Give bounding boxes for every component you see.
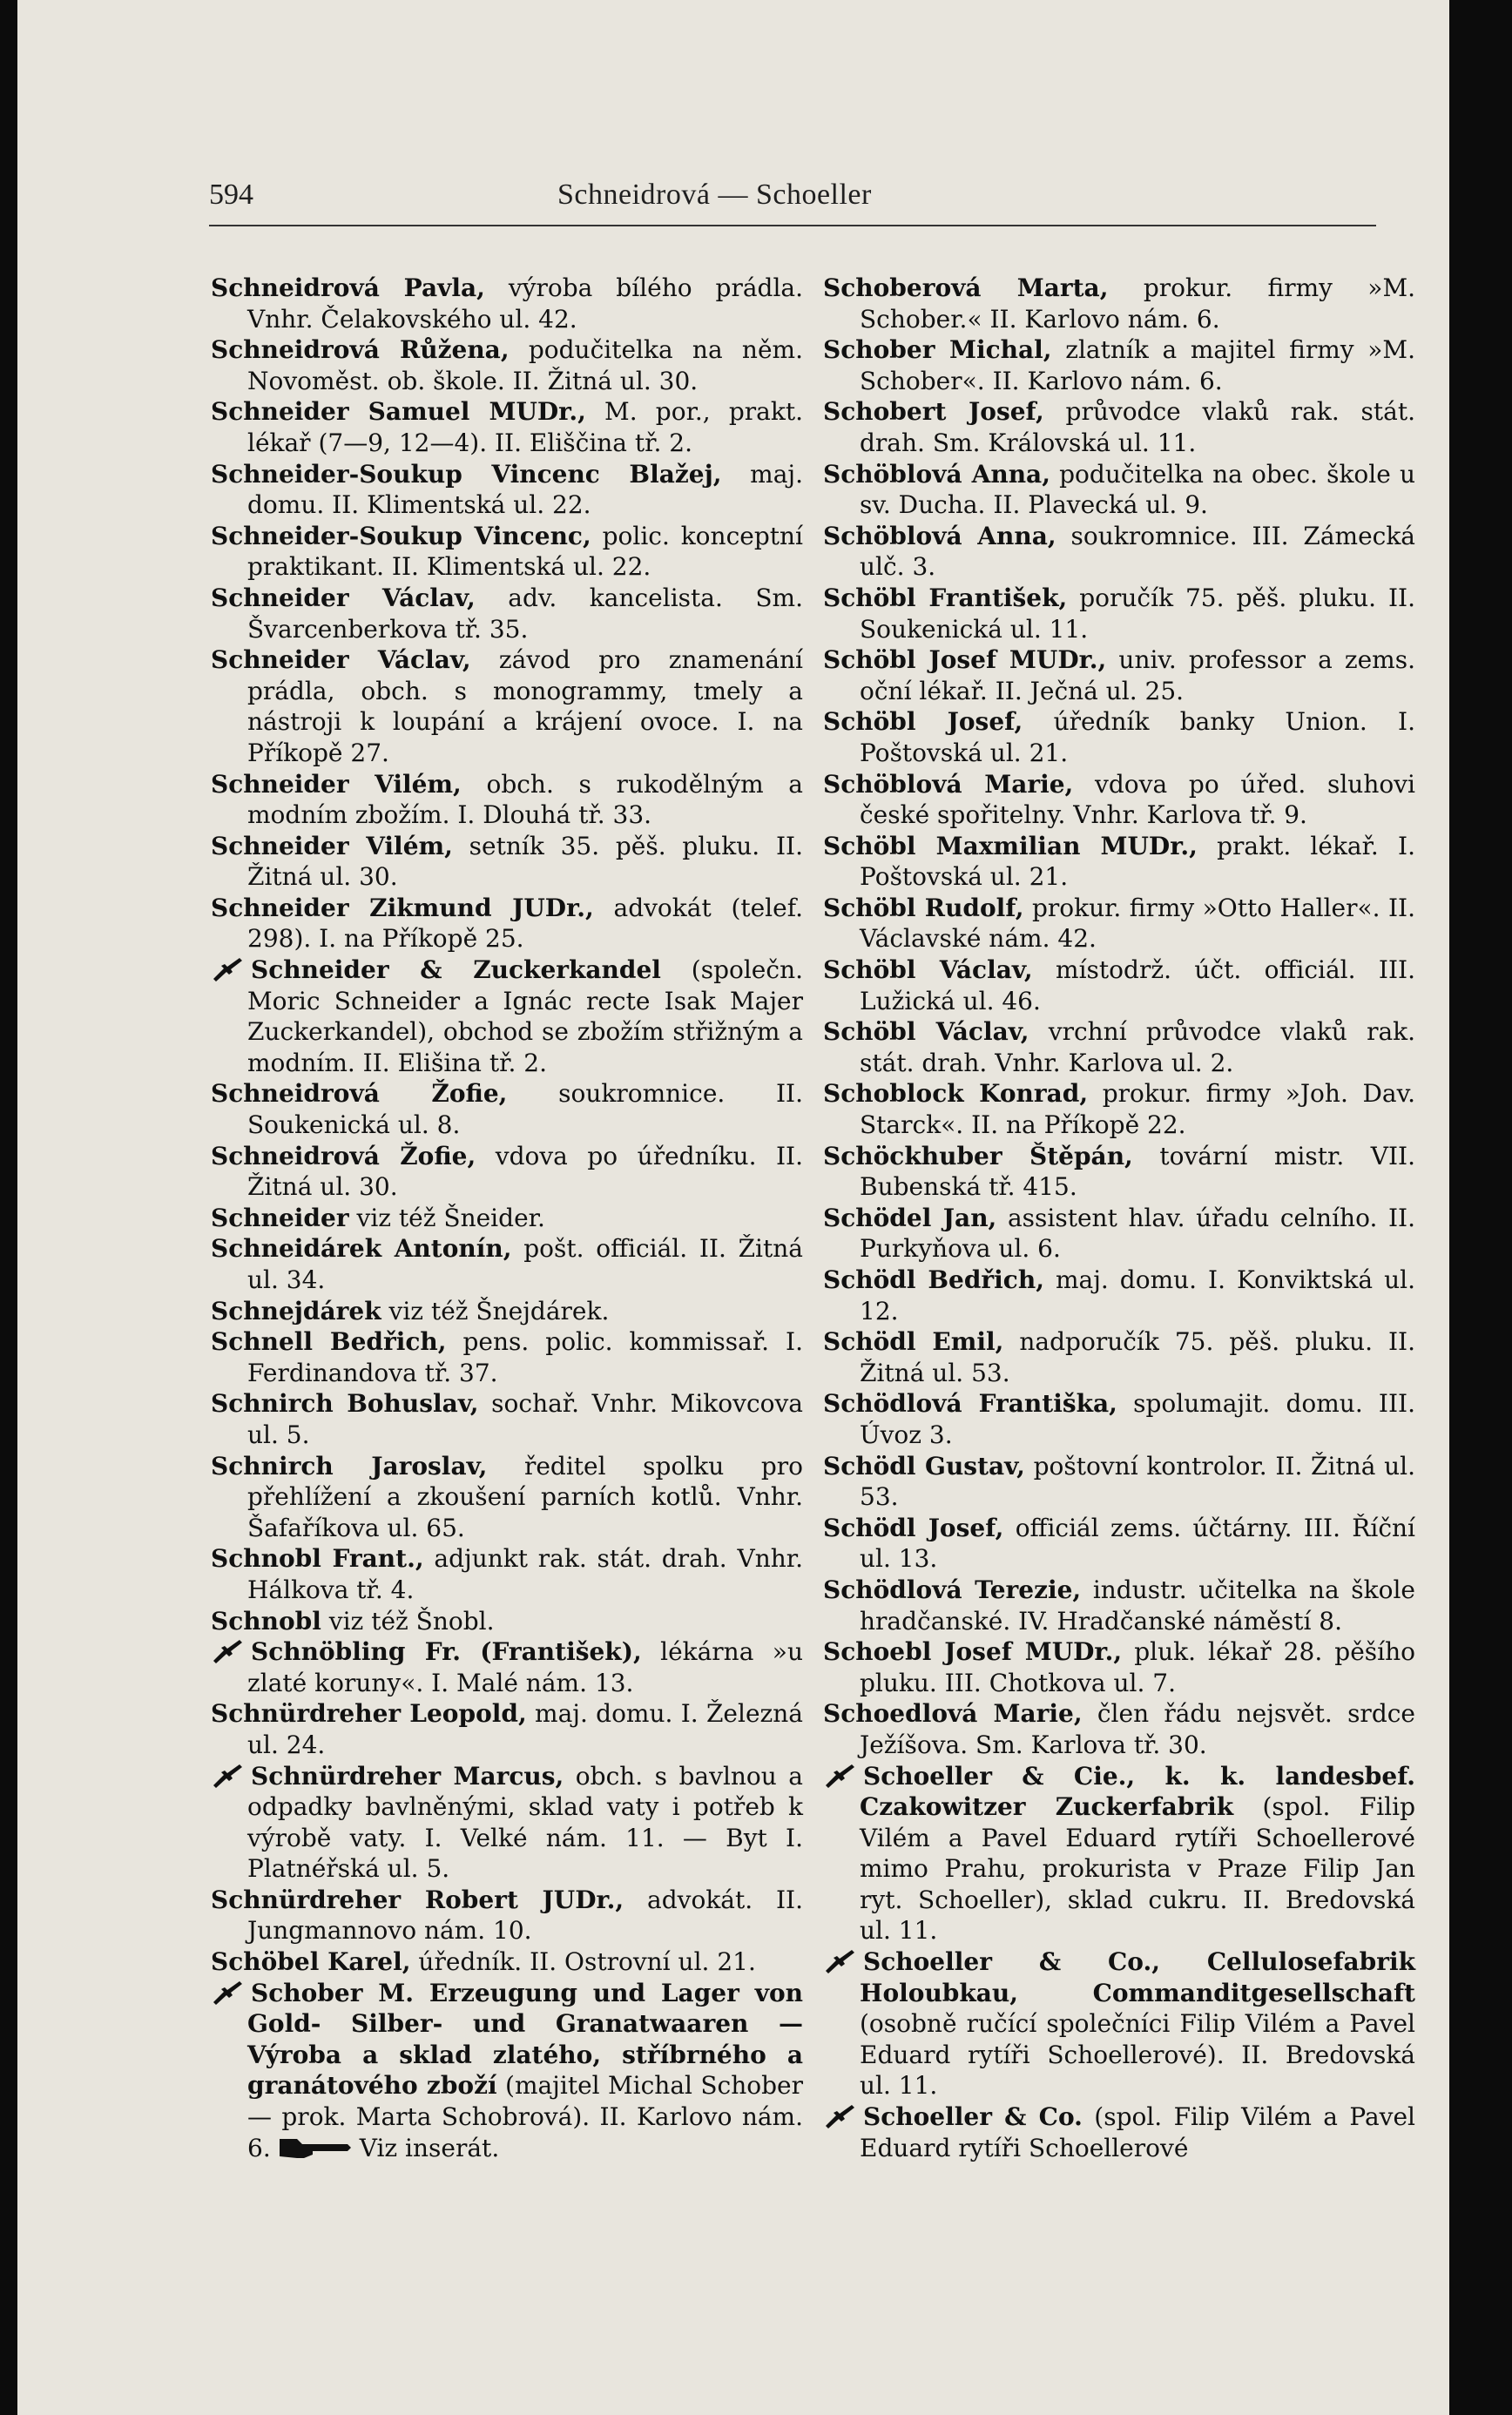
entry-details: advokát. II. Jungmannovo nám. 10. bbox=[247, 1885, 803, 1946]
directory-entry bbox=[211, 1543, 803, 1605]
directory-entry bbox=[823, 893, 1415, 955]
entry-details: advokát (telef. 298). I. na Příkopě 25. bbox=[247, 893, 803, 954]
pointing-hand-icon bbox=[823, 2102, 858, 2128]
entry-name: Schoebl Josef MUDr., bbox=[823, 1637, 1123, 1667]
page-number: 594 bbox=[209, 179, 253, 211]
directory-entry bbox=[823, 644, 1415, 706]
entry-name: Schober Michal, bbox=[823, 335, 1052, 365]
pointing-hand-icon bbox=[211, 1979, 246, 2005]
directory-entry bbox=[211, 1946, 803, 1978]
directory-entry bbox=[211, 1078, 803, 1140]
directory-entry bbox=[211, 831, 803, 893]
entry-name: Schnirch Jaroslav, bbox=[211, 1451, 488, 1481]
directory-entry bbox=[211, 1388, 803, 1450]
directory-entry bbox=[211, 1698, 803, 1760]
directory-entry bbox=[211, 396, 803, 458]
entry-name: Schnürdreher Leopold, bbox=[211, 1699, 527, 1729]
directory-entry bbox=[823, 1575, 1415, 1636]
entry-details: (spol. Filip Vilém a Pavel Eduard rytíři Schoellerové mimo Prahu, prokurista v Praze Filip Jan ryt. Schoeller), sklad cukru. II. Bredovská ul. 11. bbox=[860, 1792, 1415, 1946]
entry-name: Schneider Vilém, bbox=[211, 769, 462, 799]
directory-entry bbox=[211, 521, 803, 583]
entry-name: Schnöbling Fr. (František), bbox=[251, 1637, 642, 1667]
entry-details: poštovní kontrolor. II. Žitná ul. 53. bbox=[860, 1451, 1416, 1512]
page-header bbox=[209, 179, 1376, 222]
entry-name: Schödlová Terezie, bbox=[823, 1575, 1082, 1604]
entry-name: Schneider-Soukup Vincenc, bbox=[211, 521, 591, 550]
directory-entry bbox=[211, 644, 803, 768]
directory-page bbox=[17, 0, 1481, 2415]
directory-entry bbox=[211, 459, 803, 521]
pointing-finger-icon bbox=[278, 2135, 353, 2160]
entry-name: Schödel Jan, bbox=[823, 1203, 997, 1232]
directory-entry bbox=[823, 1513, 1415, 1575]
directory-entry bbox=[211, 1326, 803, 1388]
directory-entry bbox=[211, 1233, 803, 1295]
entry-details: polic. konceptní praktikant. II. Klimentská ul. 22. bbox=[247, 521, 803, 582]
directory-entry bbox=[823, 1141, 1415, 1203]
directory-entry bbox=[823, 955, 1415, 1016]
entry-details: assistent hlav. úřadu celního. II. Purkyňova ul. 6. bbox=[860, 1203, 1415, 1264]
entry-details: spolumajit. domu. III. Úvoz 3. bbox=[860, 1389, 1415, 1449]
directory-entry bbox=[823, 831, 1415, 893]
directory-entry bbox=[211, 583, 803, 644]
entry-name: Schoeller & Co. bbox=[863, 2102, 1083, 2132]
entry-name: Schnürdreher Marcus, bbox=[251, 1761, 564, 1791]
directory-entry bbox=[823, 1451, 1415, 1513]
entry-details: prokur. firmy »Joh. Dav. Starck«. II. na Příkopě 22. bbox=[860, 1079, 1415, 1140]
directory-entry bbox=[823, 1078, 1415, 1140]
left-column bbox=[211, 273, 803, 2163]
entry-details: prokur. firmy »Otto Haller«. II. Václavské nám. 42. bbox=[860, 893, 1415, 954]
entry-name: Schoblock Konrad, bbox=[823, 1079, 1089, 1109]
entry-name: Schöbl Rudolf, bbox=[823, 893, 1024, 922]
entry-name: Schödl Josef, bbox=[823, 1513, 1004, 1542]
entry-name: Schneider Václav, bbox=[211, 645, 471, 675]
pointing-hand-icon bbox=[211, 1762, 246, 1788]
directory-entry bbox=[211, 769, 803, 831]
directory-entry bbox=[823, 273, 1415, 334]
entry-name: Schöbl František, bbox=[823, 583, 1068, 612]
directory-entry bbox=[823, 334, 1415, 396]
entry-name: Schnirch Bohuslav, bbox=[211, 1389, 479, 1419]
entry-details: obch. s bavlnou a odpadky bavlněnými, sklad vaty i potřeb k výrobě vaty. I. Velké nám. 11. — Byt I. Platnéřská ul. 5. bbox=[247, 1761, 803, 1884]
entry-name: Schneider Samuel MUDr., bbox=[211, 397, 586, 427]
directory-entry bbox=[823, 2101, 1415, 2163]
entry-details: viz též Šnejdárek. bbox=[388, 1296, 610, 1326]
directory-entry bbox=[211, 893, 803, 955]
entry-details: průvodce vlaků rak. stát. drah. Sm. Královská ul. 11. bbox=[860, 397, 1416, 457]
entry-details: soukromnice. III. Zámecká ulč. 3. bbox=[860, 521, 1415, 582]
entry-name: Schneider Zikmund JUDr., bbox=[211, 893, 594, 922]
directory-entry bbox=[823, 1698, 1415, 1760]
entry-details: industr. učitelka na škole hradčanské. IV. Hradčanské náměstí 8. bbox=[860, 1575, 1415, 1636]
entry-details: pens. polic. kommissař. I. Ferdinandova tř. 37. bbox=[247, 1327, 803, 1387]
directory-entry bbox=[211, 273, 803, 334]
entry-name: Schnobl bbox=[211, 1606, 321, 1636]
entry-name: Schnell Bedřich, bbox=[211, 1327, 447, 1357]
entry-name: Schöbl Josef MUDr., bbox=[823, 645, 1107, 675]
entry-name: Schneider & Zuckerkandel bbox=[251, 955, 661, 985]
pointing-hand-icon bbox=[211, 1637, 246, 1663]
entry-details: člen řádu nejsvět. srdce Ježíšova. Sm. Karlova tř. 30. bbox=[860, 1699, 1415, 1759]
entry-name: Schneidrová Růžena, bbox=[211, 335, 510, 365]
entry-name: Schneidrová Žofie, bbox=[211, 1141, 476, 1170]
directory-entry bbox=[823, 1946, 1415, 2101]
entry-details: vdova po úřed. sluhovi české spořitelny. Vnhr. Karlova tř. 9. bbox=[860, 769, 1415, 830]
entry-name: Schöblová Anna, bbox=[823, 521, 1056, 550]
entry-details: sochař. Vnhr. Mikovcova ul. 5. bbox=[247, 1389, 803, 1449]
entry-name: Schöckhuber Štěpán, bbox=[823, 1141, 1133, 1170]
entry-details: podučitelka na něm. Novoměst. ob. škole. II. Žitná ul. 30. bbox=[247, 335, 803, 395]
directory-entry bbox=[823, 769, 1415, 831]
directory-entry bbox=[823, 459, 1415, 521]
entry-details: (spol. Filip Vilém a Pavel Eduard rytíři Schoellerové bbox=[860, 2102, 1415, 2162]
entry-details: prokur. firmy »M. Schober.« II. Karlovo nám. 6. bbox=[860, 273, 1416, 334]
entry-name: Schneider Václav, bbox=[211, 583, 476, 612]
entry-details: lékárna »u zlaté koruny«. I. Malé nám. 13. bbox=[247, 1637, 803, 1697]
entry-details: (majitel Michal Schober — prok. Marta Schobrová). II. Karlovo nám. 6. bbox=[247, 2071, 803, 2162]
entry-details: ředitel spolku pro přehlížení a zkoušení parních kotlů. Vnhr. Šafaříkova ul. 65. bbox=[247, 1451, 804, 1542]
entry-name: Schöbl Josef, bbox=[823, 707, 1023, 737]
running-head: Schneidrová — Schoeller bbox=[557, 179, 872, 211]
entry-name: Schödl Emil, bbox=[823, 1327, 1004, 1357]
entry-details: M. por., prakt. lékař (7—9, 12—4). II. Eliščina tř. 2. bbox=[247, 397, 803, 457]
entry-details: zlatník a majitel firmy »M. Schober«. II. Karlovo nám. 6. bbox=[860, 335, 1415, 395]
pointing-hand-icon bbox=[211, 955, 246, 982]
entry-name: Schobert Josef, bbox=[823, 397, 1044, 427]
directory-entry bbox=[823, 1636, 1415, 1698]
entry-name: Schödl Bedřich, bbox=[823, 1265, 1044, 1294]
directory-entry bbox=[211, 1885, 803, 1946]
entry-name: Schöbel Karel, bbox=[211, 1947, 411, 1977]
directory-entry bbox=[211, 1451, 803, 1544]
entry-name: Schöblová Marie, bbox=[823, 769, 1074, 799]
page-edge-shadow bbox=[1449, 0, 1481, 2415]
directory-entry bbox=[823, 706, 1415, 768]
entry-name: Schneider Vilém, bbox=[211, 831, 453, 860]
entry-details: adjunkt rak. stát. drah. Vnhr. Hálkova tř. 4. bbox=[247, 1544, 803, 1604]
entry-details: pluk. lékař 28. pěšího pluku. III. Chotkova ul. 7. bbox=[860, 1637, 1416, 1697]
entry-reference: Viz inserát. bbox=[359, 2133, 500, 2162]
entry-name: Schneidárek Antonín, bbox=[211, 1234, 512, 1264]
entry-name: Schoeller & Co., Cellulosefabrik Holoubkau, Commanditgesellschaft bbox=[860, 1947, 1415, 2007]
entry-name: Schöblová Anna, bbox=[823, 459, 1050, 489]
directory-entry bbox=[211, 1761, 803, 1885]
entry-name: Schneider bbox=[211, 1203, 349, 1232]
directory-entry bbox=[211, 334, 803, 396]
entry-name: Schöbl Václav, bbox=[823, 955, 1033, 985]
directory-entry bbox=[823, 396, 1415, 458]
entry-name: Schoedlová Marie, bbox=[823, 1699, 1083, 1729]
entry-name: Schöbl Václav, bbox=[823, 1017, 1029, 1047]
entry-name: Schödl Gustav, bbox=[823, 1451, 1025, 1481]
entry-details: obch. s rukodělným a modním zbožím. I. Dlouhá tř. 33. bbox=[247, 769, 804, 830]
entry-details: (společn. Moric Schneider a Ignác recte Isak Majer Zuckerkandel), obchod se zbožím střižným a modním. II. Elišina tř. 2. bbox=[247, 955, 803, 1077]
entry-details: závod pro znamenání prádla, obch. s monogrammy, tmely a nástroji k loupání a krájení ovoce. I. na Příkopě 27. bbox=[247, 645, 804, 767]
pointing-hand-icon bbox=[823, 1762, 858, 1788]
directory-entry bbox=[823, 1203, 1415, 1265]
entry-details: adv. kancelista. Sm. Švarcenberkova tř. 35. bbox=[247, 583, 803, 644]
directory-entry bbox=[211, 1296, 803, 1327]
entry-details: nadporučík 75. pěš. pluku. II. Žitná ul. 53. bbox=[860, 1327, 1415, 1387]
directory-entry bbox=[823, 583, 1415, 644]
entry-name: Schneider-Soukup Vincenc Blažej, bbox=[211, 459, 722, 489]
entry-details: prakt. lékař. I. Poštovská ul. 21. bbox=[860, 831, 1415, 892]
entry-name: Schnürdreher Robert JUDr., bbox=[211, 1885, 624, 1914]
entry-details: výroba bílého prádla. Vnhr. Čelakovského ul. 42. bbox=[247, 273, 803, 334]
directory-entry bbox=[823, 1326, 1415, 1388]
entry-details: maj. domu. II. Klimentská ul. 22. bbox=[247, 459, 803, 520]
entry-details: poručík 75. pěš. pluku. II. Soukenická ul. 11. bbox=[860, 583, 1416, 644]
entry-details: maj. domu. I. Konviktská ul. 12. bbox=[860, 1265, 1415, 1326]
entry-name: Schober M. Erzeugung und Lager von Gold- Silber- und Granatwaaren — Výroba a sklad zlatého, stříbrného a granátového zboží bbox=[247, 1978, 803, 2101]
entry-details: vdova po úředníku. II. Žitná ul. 30. bbox=[247, 1141, 804, 1202]
entry-details: místodrž. účt. officiál. III. Lužická ul. 46. bbox=[860, 955, 1415, 1015]
right-column bbox=[823, 273, 1415, 2163]
directory-entry bbox=[823, 1265, 1415, 1326]
directory-entry bbox=[823, 1761, 1415, 1947]
directory-entry bbox=[211, 955, 803, 1078]
directory-entry bbox=[211, 1606, 803, 1637]
entry-details: officiál zems. účtárny. III. Říční ul. 13. bbox=[860, 1513, 1415, 1574]
entry-name: Schnobl Frant., bbox=[211, 1544, 424, 1574]
directory-entry bbox=[823, 1388, 1415, 1450]
directory-entry bbox=[211, 1636, 803, 1698]
header-rule bbox=[209, 225, 1376, 226]
entry-name: Schoeller & Cie., k. k. landesbef. Czakowitzer Zuckerfabrik bbox=[860, 1761, 1415, 1822]
entry-details: viz též Šneider. bbox=[356, 1203, 545, 1232]
entry-name: Schneidrová Žofie, bbox=[211, 1079, 508, 1109]
entry-name: Schöbl Maxmilian MUDr., bbox=[823, 831, 1198, 860]
entry-details: soukromnice. II. Soukenická ul. 8. bbox=[247, 1079, 803, 1140]
entry-details: podučitelka na obec. škole u sv. Ducha. II. Plavecká ul. 9. bbox=[860, 459, 1416, 520]
entry-details: maj. domu. I. Železná ul. 24. bbox=[247, 1699, 803, 1759]
entry-details: pošt. officiál. II. Žitná ul. 34. bbox=[247, 1234, 803, 1294]
directory-entry bbox=[211, 1978, 803, 2164]
entry-details: úředník. II. Ostrovní ul. 21. bbox=[418, 1947, 756, 1977]
directory-entry bbox=[823, 1016, 1415, 1078]
directory-entry bbox=[823, 521, 1415, 583]
directory-entry bbox=[211, 1141, 803, 1203]
entry-name: Schnejdárek bbox=[211, 1296, 381, 1326]
entry-name: Schoberová Marta, bbox=[823, 273, 1109, 302]
entry-details: tovární mistr. VII. Bubenská tř. 415. bbox=[860, 1141, 1415, 1202]
entry-name: Schneidrová Pavla, bbox=[211, 273, 485, 302]
entry-name: Schödlová Františka, bbox=[823, 1389, 1117, 1419]
entry-details: (osobně ručící společníci Filip Vilém a Pavel Eduard rytíři Schoellerové). II. Bredovská ul. 11. bbox=[860, 2009, 1415, 2101]
entry-details: viz též Šnobl. bbox=[328, 1606, 495, 1636]
entry-details: úředník banky Union. I. Poštovská ul. 21. bbox=[860, 707, 1415, 767]
directory-entry bbox=[211, 1203, 803, 1234]
entry-details: setník 35. pěš. pluku. II. Žitná ul. 30. bbox=[247, 831, 803, 892]
entry-details: univ. professor a zems. oční lékař. II. Ječná ul. 25. bbox=[860, 645, 1415, 705]
entry-details: vrchní průvodce vlaků rak. stát. drah. Vnhr. Karlova ul. 2. bbox=[860, 1017, 1416, 1077]
pointing-hand-icon bbox=[823, 1947, 858, 1973]
